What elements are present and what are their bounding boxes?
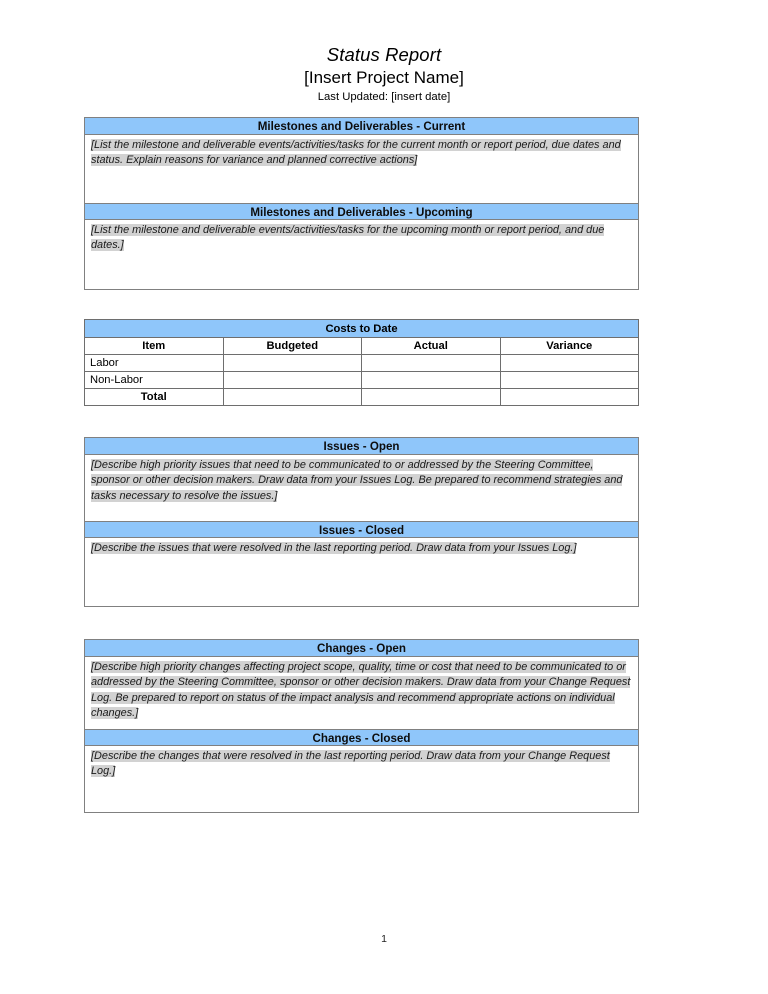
section-header-milestones-upcoming: Milestones and Deliverables - Upcoming [85,203,638,220]
last-updated-line[interactable]: Last Updated: [insert date] [317,91,451,103]
row-label-non-labor: Non-Labor [85,372,224,389]
column-header-item: Item [85,338,224,355]
milestones-upcoming-text: [List the milestone and deliverable events/activities/tasks for the upcoming month or report period, and due dates.] [91,224,605,252]
cell-non-labor-budgeted[interactable] [223,372,362,389]
cell-labor-budgeted[interactable] [223,355,362,372]
cell-total-actual[interactable] [362,389,501,406]
column-header-actual: Actual [362,338,501,355]
table-header-row [85,338,639,355]
cell-total-budgeted[interactable] [223,389,362,406]
cell-non-labor-variance[interactable] [500,372,639,389]
cell-non-labor-actual[interactable] [362,372,501,389]
section-header-issues-open: Issues - Open [85,438,638,455]
column-header-budgeted: Budgeted [223,338,362,355]
section-body-changes-closed[interactable] [85,746,638,811]
section-body-issues-closed[interactable] [85,538,638,605]
section-header-issues-closed: Issues - Closed [85,521,638,538]
changes-block [84,639,639,813]
project-name-placeholder[interactable]: [Insert Project Name] [304,68,464,87]
title-block [0,44,768,104]
issues-open-text: [Describe high priority issues that need to be communicated to or addressed by the Steering Committee, sponsor or other decision makers. Draw data from your Issues Log. Be prepared to recommend strategies and tasks necessary to resolve the issues.] [91,459,623,502]
section-header-changes-open: Changes - Open [85,640,638,657]
cell-labor-actual[interactable] [362,355,501,372]
changes-open-text: [Describe high priority changes affecting project scope, quality, time or cost that need to be communicated to or addressed by the Steering Committee, sponsor or other decision makers. Draw data from your Change Request Log. Be prepared to report on status of the impact analysis and recommend appropriate actions on individual changes.] [91,661,631,719]
milestones-block [84,117,639,290]
changes-closed-text: [Describe the changes that were resolved in the last reporting period. Draw data from your Change Request Log.] [91,750,610,778]
section-body-milestones-upcoming[interactable] [85,220,638,288]
costs-table-title: Costs to Date [85,320,639,338]
costs-to-date-table [84,319,639,406]
table-row [85,372,639,389]
table-row [85,355,639,372]
section-header-changes-closed: Changes - Closed [85,729,638,746]
column-header-variance: Variance [500,338,639,355]
row-label-total: Total [85,389,224,406]
milestones-current-text: [List the milestone and deliverable events/activities/tasks for the current month or report period, due dates and status. Explain reasons for variance and planned corrective actions] [91,139,621,167]
cell-labor-variance[interactable] [500,355,639,372]
section-body-changes-open[interactable] [85,657,638,729]
section-body-milestones-current[interactable] [85,135,638,203]
section-header-milestones-current: Milestones and Deliverables - Current [85,118,638,135]
issues-closed-text: [Describe the issues that were resolved in the last reporting period. Draw data from your Issues Log.] [91,542,577,554]
row-label-labor: Labor [85,355,224,372]
page-title: Status Report [326,44,442,65]
cell-total-variance[interactable] [500,389,639,406]
table-row [85,389,639,406]
issues-block [84,437,639,607]
section-body-issues-open[interactable] [85,455,638,521]
table-title-row [85,320,639,338]
footer-page-number: 1 [381,933,387,945]
